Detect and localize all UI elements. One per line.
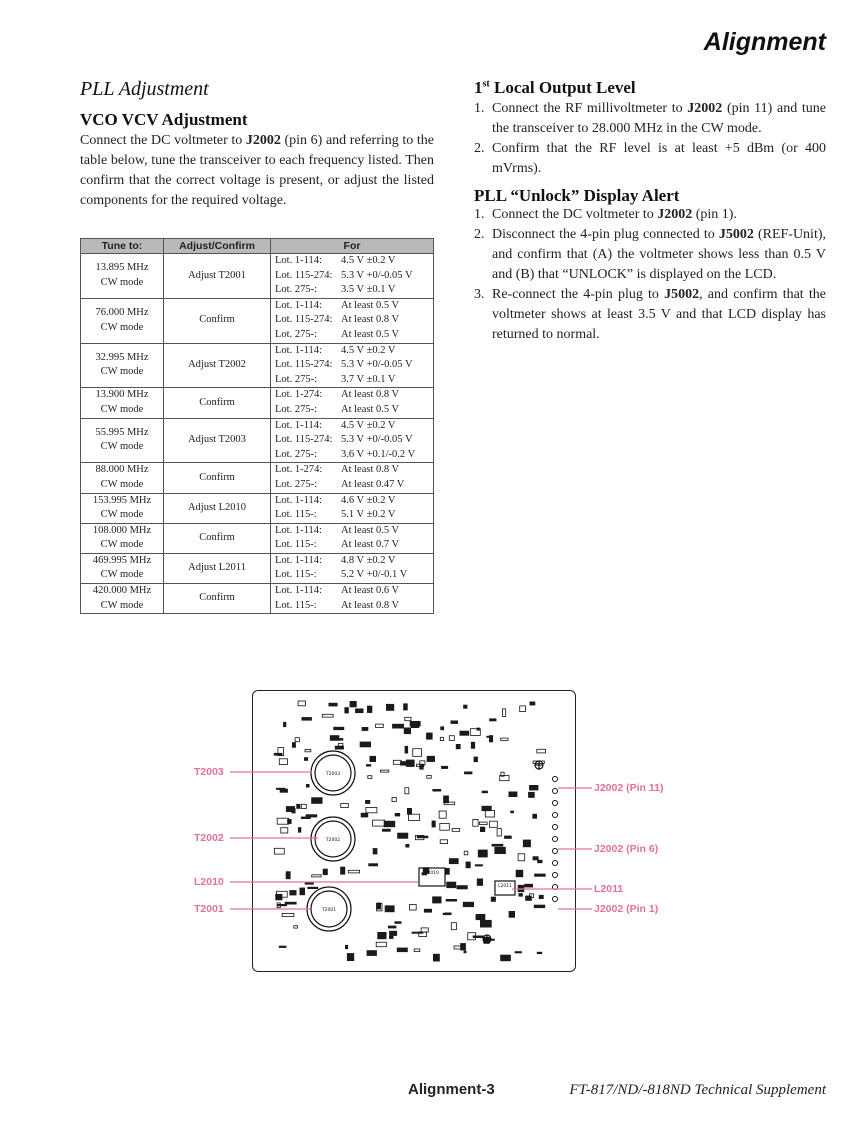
label-t2001: T2001: [194, 903, 224, 915]
voltage-spec: 5.3 V +0/-0.05 V: [341, 434, 413, 446]
action-cell: Confirm: [164, 298, 271, 343]
voltage-spec: At least 0.6 V: [341, 585, 400, 597]
label-j2002-pin11: J2002 (Pin 11): [594, 782, 664, 794]
coil-mark-t2001: T2001: [321, 908, 337, 913]
lot-range: Lot. 275-:: [275, 284, 317, 296]
label-j2002-pin1: J2002 (Pin 1): [594, 903, 659, 915]
voltage-spec: 4.8 V ±0.2 V: [341, 554, 396, 566]
list-item: 1. Connect the DC voltmeter to J2002 (pin 1).: [474, 207, 737, 222]
list-item: 2. Disconnect the 4-pin plug connected to J5002 (REF-Unit), and confirm that (A) the voltmeter shows less than 0.5 V and (B) that “UNLOCK” is displayed on the LCD.: [474, 227, 826, 282]
label-l2011: L2011: [594, 883, 624, 895]
freq-line: CW mode: [100, 539, 144, 551]
action-cell: Adjust T2003: [164, 418, 271, 463]
voltage-spec: At least 0.8 V: [341, 389, 400, 401]
label-j2002-pin6: J2002 (Pin 6): [594, 843, 659, 855]
lot-range: Lot. 115-:: [275, 599, 317, 611]
action-cell: Adjust T2002: [164, 343, 271, 388]
header-adjust: Adjust/Confirm: [164, 239, 271, 254]
voltage-spec: 5.1 V ±0.2 V: [341, 509, 396, 521]
chip-mark-l2011: L2011: [498, 884, 512, 889]
action-cell: Confirm: [164, 523, 271, 553]
lot-range: Lot. 275-:: [275, 373, 317, 385]
list-item: 3. Re-connect the 4-pin plug to J5002, and confirm that the voltmeter shows at least 3.5 V and that LCD display has returned to normal.: [474, 287, 826, 342]
header-for: For: [271, 239, 434, 254]
lot-range: Lot. 275-:: [275, 478, 317, 490]
freq-line: CW mode: [100, 509, 144, 521]
action-cell: Confirm: [164, 388, 271, 418]
freq-line: 153.995 MHz: [92, 494, 152, 506]
label-t2002: T2002: [194, 832, 224, 844]
freq-line: 469.995 MHz: [92, 554, 152, 566]
coil-mark-t2003: T2003: [325, 772, 341, 777]
freq-line: 13.895 MHz: [95, 262, 149, 274]
coil-mark-t2002: T2002: [325, 838, 341, 843]
lot-range: Lot. 1-114:: [275, 494, 322, 506]
list-item: 2. Confirm that the RF level is at least +5 dBm (or 400 mVrms).: [474, 141, 826, 176]
freq-line: CW mode: [100, 441, 144, 453]
voltage-spec: At least 0.7 V: [341, 539, 400, 551]
lot-range: Lot. 115-274:: [275, 434, 333, 446]
freq-line: CW mode: [100, 276, 144, 288]
freq-line: CW mode: [100, 366, 144, 378]
lot-range: Lot. 1-114:: [275, 255, 322, 266]
label-l2010: L2010: [194, 876, 224, 888]
voltage-spec: At least 0.47 V: [341, 478, 405, 490]
voltage-spec: At least 0.8 V: [341, 314, 400, 326]
chip-mark-l2010: L2010: [425, 871, 439, 876]
unlock-title: PLL “Unlock” Display Alert: [474, 186, 680, 205]
action-cell: Confirm: [164, 584, 271, 614]
lot-range: Lot. 1-274:: [275, 389, 323, 401]
lot-range: Lot. 115-:: [275, 509, 317, 521]
vco-intro: Connect the DC voltmeter to J2002 (pin 6) and referring to the table below, tune the transceiver to each frequency listed. Then confirm that the correct voltage is present, or adjust the listed components for the required voltage.: [80, 133, 435, 208]
lot-range: Lot. 1-114:: [275, 419, 322, 431]
freq-line: CW mode: [100, 569, 144, 581]
vco-vcv-title: VCO VCV Adjustment: [80, 110, 248, 129]
freq-line: 13.900 MHz: [95, 389, 149, 401]
action-cell: Confirm: [164, 463, 271, 493]
voltage-spec: At least 0.8 V: [341, 464, 400, 476]
voltage-spec: 5.3 V +0/-0.05 V: [341, 359, 413, 371]
doc-title: FT-817/ND/-818ND Technical Supplement: [569, 1082, 826, 1098]
freq-line: 32.995 MHz: [95, 351, 149, 363]
voltage-spec: 3.6 V +0.1/-0.2 V: [341, 448, 416, 460]
local-output-title: 1st Local Output Level: [474, 78, 636, 97]
action-cell: Adjust T2001: [164, 254, 271, 299]
lot-range: Lot. 1-114:: [275, 344, 322, 356]
lot-range: Lot. 1-114:: [275, 585, 322, 597]
voltage-spec: 3.5 V ±0.1 V: [341, 284, 396, 296]
lot-range: Lot. 1-114:: [275, 524, 322, 536]
page-number: Alignment-3: [408, 1081, 495, 1098]
voltage-spec: 4.5 V ±0.2 V: [341, 344, 396, 356]
section-header: Alignment: [703, 28, 826, 56]
freq-line: 108.000 MHz: [92, 524, 152, 536]
header-tune: Tune to:: [81, 239, 164, 254]
lot-range: Lot. 115-274:: [275, 359, 333, 371]
voltage-spec: At least 0.5 V: [341, 328, 400, 340]
voltage-spec: At least 0.5 V: [341, 299, 400, 311]
voltage-spec: 3.7 V ±0.1 V: [341, 373, 396, 385]
pll-adjustment-title: PLL Adjustment: [80, 78, 209, 100]
freq-line: 420.000 MHz: [92, 585, 152, 597]
voltage-spec: At least 0.5 V: [341, 403, 400, 415]
lot-range: Lot. 275-:: [275, 403, 317, 415]
voltage-spec: 4.5 V ±0.2 V: [341, 255, 396, 266]
lot-range: Lot. 115-274:: [275, 269, 333, 281]
freq-line: 88.000 MHz: [95, 464, 149, 476]
lot-range: Lot. 115-:: [275, 539, 317, 551]
list-item: 1. Connect the RF millivoltmeter to J2002 (pin 11) and tune the transceiver to 28.000 MHz in the CW mode.: [474, 101, 826, 136]
lot-range: Lot. 1-274:: [275, 464, 323, 476]
freq-line: CW mode: [100, 321, 144, 333]
action-cell: Adjust L2010: [164, 493, 271, 523]
lot-range: Lot. 275-:: [275, 328, 317, 340]
lot-range: Lot. 1-114:: [275, 554, 322, 566]
action-cell: Adjust L2011: [164, 553, 271, 583]
voltage-spec: At least 0.5 V: [341, 524, 400, 536]
freq-line: 76.000 MHz: [95, 307, 149, 319]
voltage-spec: At least 0.8 V: [341, 599, 400, 611]
freq-line: CW mode: [100, 478, 144, 490]
label-t2003: T2003: [194, 766, 224, 778]
lot-range: Lot. 275-:: [275, 448, 317, 460]
voltage-spec: 5.3 V +0/-0.05 V: [341, 269, 413, 281]
freq-line: CW mode: [100, 403, 144, 415]
lot-range: Lot. 1-114:: [275, 299, 322, 311]
voltage-spec: 4.6 V ±0.2 V: [341, 494, 396, 506]
voltage-spec: 4.5 V ±0.2 V: [341, 419, 396, 431]
freq-line: CW mode: [100, 599, 144, 611]
lot-range: Lot. 115-274:: [275, 314, 333, 326]
voltage-spec: 5.2 V +0/-0.1 V: [341, 569, 408, 581]
freq-line: 55.995 MHz: [95, 426, 149, 438]
lot-range: Lot. 115-:: [275, 569, 317, 581]
